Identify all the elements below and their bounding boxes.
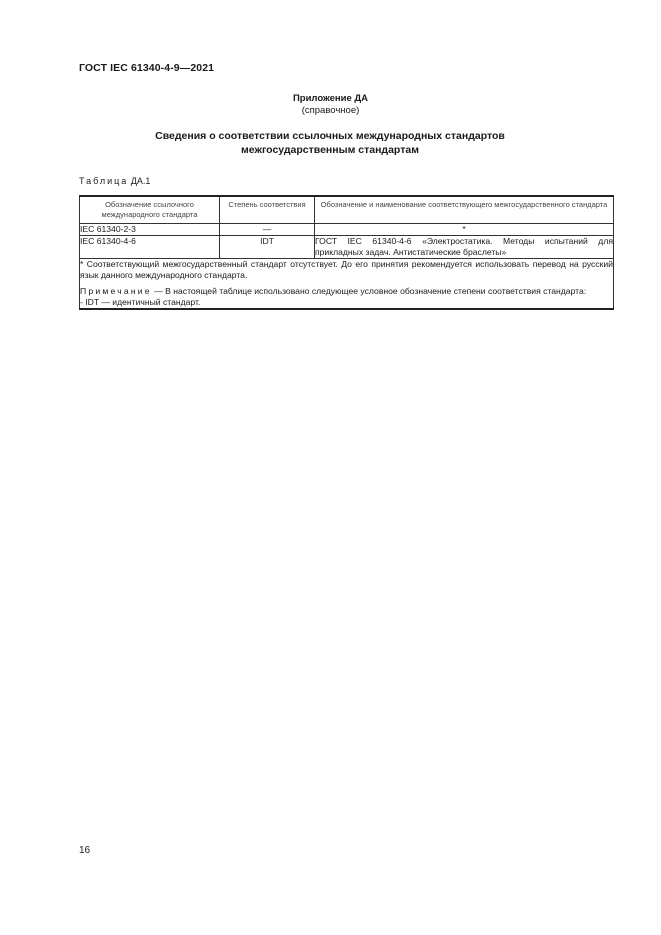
table-row (80, 224, 614, 236)
table-notes (80, 259, 614, 310)
cell-reference: IEC 61340-4-6 (80, 236, 220, 259)
document-code: ГОСТ IEC 61340-4-9—2021 (79, 62, 215, 74)
note-text: — В настоящей таблице использовано следующее условное обозначение степени соответствия стандарта: (154, 286, 587, 296)
table-header-row (80, 196, 614, 224)
cell-degree: — (220, 224, 315, 236)
table-caption (79, 176, 150, 186)
table-footnote: * Соответствующий межгосударственный стандарт отсутствует. До его принятия рекомендуется использовать перевод на русский язык данного международного стандарта. (80, 259, 613, 280)
cell-reference: IEC 61340-2-3 (80, 224, 220, 236)
correspondence-table (79, 195, 614, 310)
note-list-item: - IDT — идентичный стандарт. (80, 297, 201, 307)
page-number: 16 (79, 845, 91, 856)
column-header-reference: Обозначение ссылочного международного стандарта (80, 196, 220, 224)
table-caption-id: ДА.1 (130, 176, 151, 186)
annex-title: Приложение ДА (292, 93, 369, 104)
table-caption-word: Таблица (79, 176, 129, 186)
column-header-national-standard: Обозначение и наименование соответствующего межгосударственного стандарта (315, 196, 614, 224)
table-notes-row (80, 259, 614, 310)
cell-national-standard: ГОСТ IEC 61340-4-6 «Электростатика. Методы испытаний для прикладных задач. Антистатические браслеты» (315, 236, 613, 257)
section-title: Сведения о соответствии ссылочных международных стандартов межгосударственным стандартам (155, 130, 505, 156)
table-row (80, 236, 614, 259)
note-label: Примечание (80, 286, 152, 296)
cell-national-standard: * (315, 224, 614, 236)
column-header-degree: Степень соответствия (220, 196, 315, 224)
table-note (80, 286, 613, 297)
annex-subtitle: (справочное) (301, 105, 360, 116)
cell-degree: IDT (220, 236, 315, 259)
